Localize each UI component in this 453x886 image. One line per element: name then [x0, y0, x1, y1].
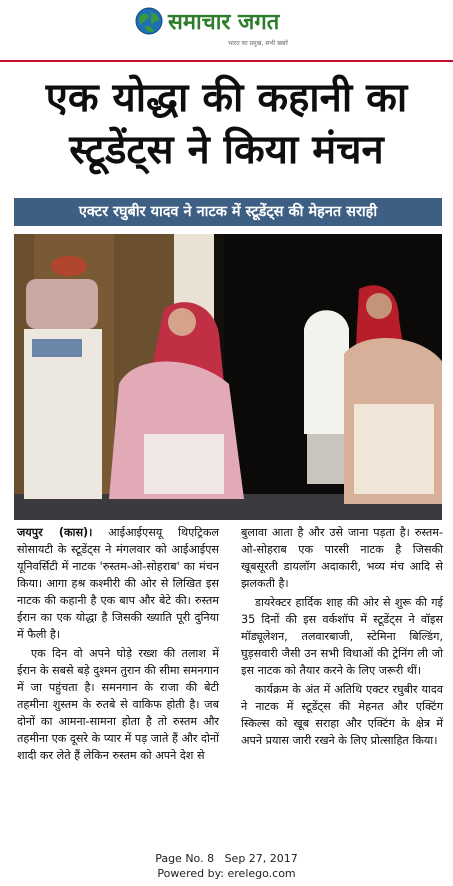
powered-by-link[interactable]: Powered by: erelego.com — [157, 867, 296, 880]
paragraph-text: आईआईएसयू थिएट्रिकल सोसायटी के स्टूडेंट्स ने मंगलवार को आईआईएस यूनिवर्सिटी में नाटक 'रुस्तम-ओ-सोहराब' का मंचन किया। आगा हश्र कश्मीरी की ओर से लिखित इस नाटक की कहानी है एक बाप और बेटे की। रुस्तम ईरान का एक योद्धा है जिसकी ख्याति पूरी दुनिया में फैली है। — [17, 526, 219, 641]
article-column-left — [17, 524, 219, 764]
page-number: Page No. 8 — [155, 852, 215, 865]
page-date: Sep 27, 2017 — [224, 852, 298, 865]
masthead-rule — [0, 60, 453, 62]
paragraph — [17, 524, 219, 643]
paragraph: बुलावा आता है और उसे जाना पड़ता है। रुस्तम-ओ-सोहराब एक पारसी नाटक है जिसकी खूबसूरती डायलॉग अदाकारी, भव्य मंच आदि से झलकती है। — [241, 526, 443, 590]
dateline: जयपुर (कास)। — [17, 526, 93, 539]
headline-line-2: स्टूडेंट्स ने किया मंचन — [69, 127, 384, 173]
logo-text: समाचार जगत — [168, 9, 280, 35]
page-info — [0, 851, 453, 866]
page-footer — [0, 851, 453, 881]
headline — [0, 72, 453, 176]
paragraph: एक दिन वो अपने घोड़े रख्श की तलाश में ईरान के सबसे बड़े दुश्मन तुरान की सीमा समनगान में जा पहुंचता है। समनगान के राजा की बेटी तहमीना शुस्तम के रुतबे से वाकिफ होती है। जब दोनों का आमना-सामना होता है तो रुस्तम और तहमीना एक दूसरे के प्यार में पड़ जाते हैं और दोनों शादी कर लेते हैं लेकिन रुस्तम को अपने देश से — [17, 647, 219, 762]
logo[interactable] — [134, 6, 279, 36]
tagline: भारत का प्रमुख, सभी खबरें — [228, 40, 288, 47]
article-column-right — [241, 524, 443, 749]
stage-photo — [14, 234, 442, 520]
subheadline: एक्टर रघुबीर यादव ने नाटक में स्टूडेंट्स की मेहनत सराही — [14, 198, 442, 226]
paragraph: डायरेक्टर हार्दिक शाह की ओर से शुरू की गई 35 दिनों की इस वर्कशॉप में स्टूडेंट्स ने वॉइस मॉड्यूलेशन, तलवारबाजी, स्टेमिना बिल्डिंग, घुड़सवारी जैसी उन सभी विधाओं की ट्रेनिंग ली जो इस नाटक को तैयार करने के लिए जरूरी थीं। — [241, 596, 443, 677]
globe-icon — [134, 6, 164, 36]
stage-photo-illustration — [14, 234, 442, 520]
paragraph: कार्यक्रम के अंत में अतिथि एक्टर रघुबीर यादव ने नाटक में स्टूडेंट्स की मेहनत और एक्टिंग स्किल्स को खूब सराहा और एक्टिंग के क्षेत्र में अपने प्रयास जारी रखने के लिए प्रोत्साहित किया। — [241, 683, 443, 747]
masthead — [0, 0, 453, 60]
headline-line-1: एक योद्धा की कहानी का — [45, 75, 408, 121]
